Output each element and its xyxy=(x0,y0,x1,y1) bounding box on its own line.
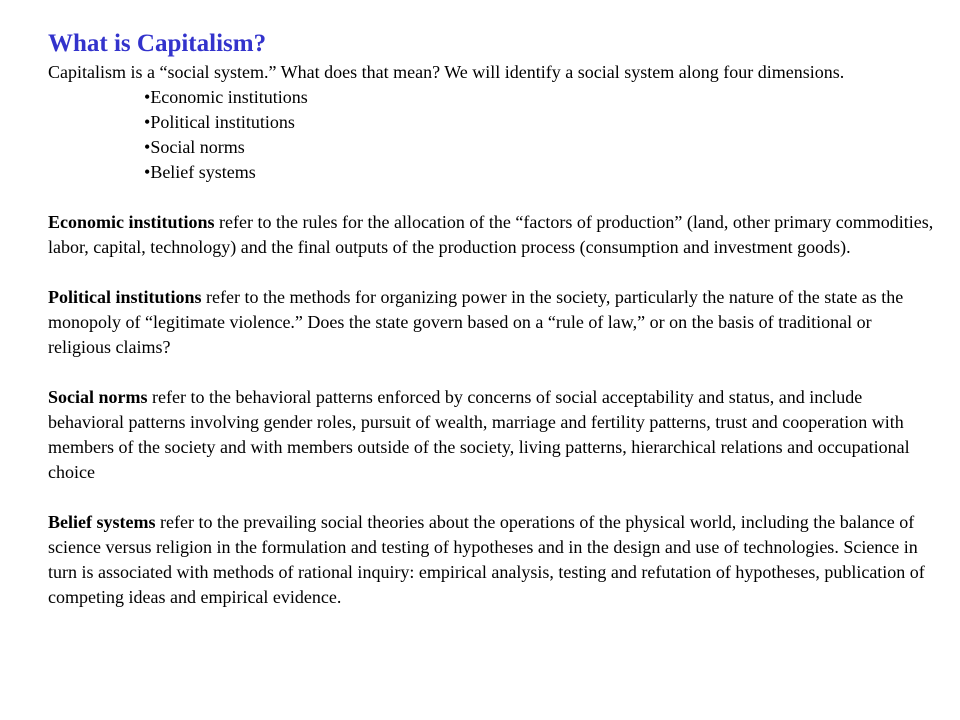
economic-institutions-paragraph xyxy=(48,210,938,260)
social-norms-paragraph xyxy=(48,385,938,485)
belief-systems-paragraph xyxy=(48,510,938,610)
dimension-item-belief: • Belief systems xyxy=(144,160,938,185)
political-institutions-text: refer to the methods for organizing power in the society, particularly the nature of the state as the monopoly of “legitimate violence.” Does the state govern based on a “rule of law,” or on the basis of traditional or religious claims? xyxy=(48,287,904,357)
spacer xyxy=(48,360,938,385)
spacer xyxy=(48,185,938,210)
political-institutions-term: Political institutions xyxy=(48,287,202,307)
economic-institutions-term: Economic institutions xyxy=(48,212,215,232)
dimension-list xyxy=(48,85,938,185)
social-norms-text: refer to the behavioral patterns enforced by concerns of social acceptability and status, and include behavioral patterns involving gender roles, pursuit of wealth, marriage and fertility patterns, trust and cooperation with members of the society and with members outside of the society, living patterns, hierarchical relations and occupational choice xyxy=(48,387,910,482)
slide-content xyxy=(48,28,938,610)
political-institutions-paragraph xyxy=(48,285,938,360)
dimension-item-economic: • Economic institutions xyxy=(144,85,938,110)
economic-institutions-text: refer to the rules for the allocation of the “factors of production” (land, other primary commodities, labor, capital, technology) and the final outputs of the production process (consumption and investment goods). xyxy=(48,212,934,257)
belief-systems-text: refer to the prevailing social theories about the operations of the physical world, including the balance of science versus religion in the formulation and testing of hypotheses and in the design and use of technologies. Science in turn is associated with methods of rational inquiry: empirical analysis, testing and refutation of hypotheses, publication of competing ideas and empirical evidence. xyxy=(48,512,925,607)
belief-systems-term: Belief systems xyxy=(48,512,156,532)
dimension-item-political: • Political institutions xyxy=(144,110,938,135)
spacer xyxy=(48,485,938,510)
dimension-item-social: • Social norms xyxy=(144,135,938,160)
slide-title: What is Capitalism? xyxy=(48,30,267,57)
spacer xyxy=(48,260,938,285)
intro-paragraph: Capitalism is a “social system.” What does that mean? We will identify a social system along four dimensions. xyxy=(48,62,845,82)
social-norms-term: Social norms xyxy=(48,387,148,407)
